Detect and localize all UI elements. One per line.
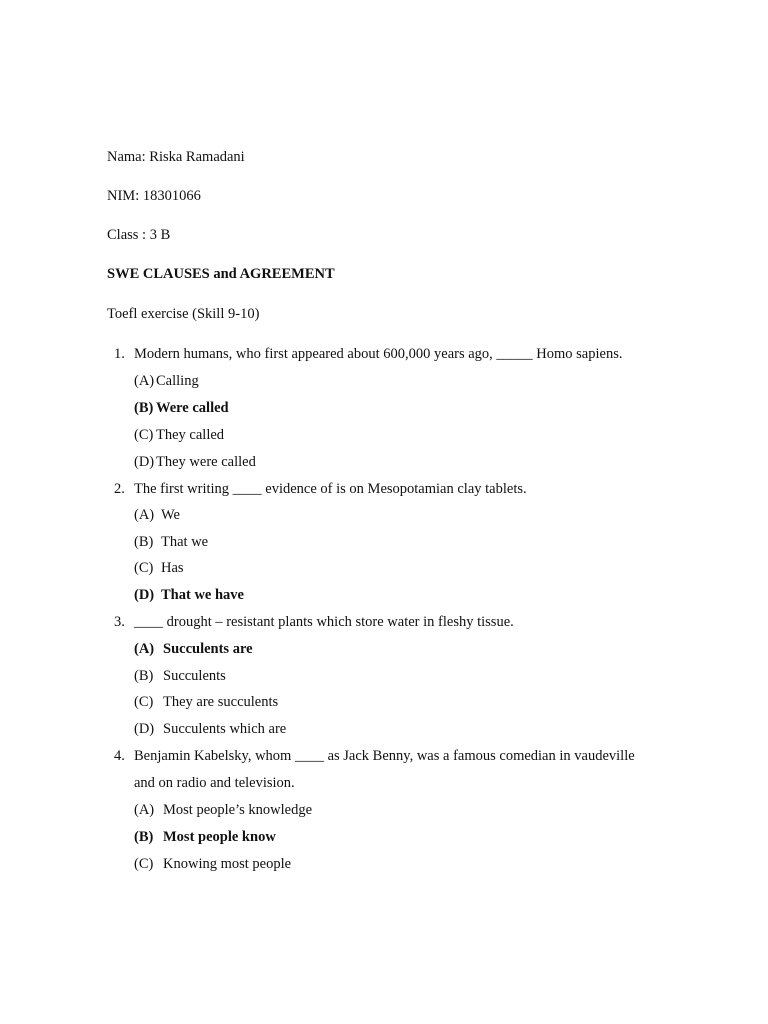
question-number: 3. [114, 614, 125, 630]
option-text: Were called [156, 400, 229, 416]
option-text: Succulents are [163, 641, 253, 657]
option-text: Most people know [163, 829, 276, 845]
exercise-subtitle: Toefl exercise (Skill 9-10) [107, 306, 260, 322]
answer-option [134, 535, 208, 550]
student-name: Nama: Riska Ramadani [107, 149, 245, 165]
answer-option [134, 374, 199, 389]
answer-option [134, 508, 180, 523]
question-number: 4. [114, 748, 125, 764]
option-text: Calling [156, 373, 199, 389]
answer-option [134, 428, 224, 443]
option-label: (B) [134, 400, 154, 416]
document-title: SWE CLAUSES and AGREEMENT [107, 266, 335, 282]
option-text: That we [161, 534, 209, 550]
question-text: The first writing ____ evidence of is on Mesopotamian clay tablets. [134, 481, 527, 497]
question-text: Modern humans, who first appeared about 600,000 years ago, _____ Homo sapiens. [134, 346, 623, 362]
answer-option [134, 695, 278, 710]
answer-option [134, 857, 291, 872]
question-text: Benjamin Kabelsky, whom ____ as Jack Benny, was a famous comedian in vaudeville [134, 748, 635, 764]
answer-option [134, 669, 226, 684]
answer-option-selected [134, 642, 253, 657]
option-label: (D) [134, 721, 155, 737]
option-text: Knowing most people [163, 856, 292, 872]
option-label: (B) [134, 534, 154, 550]
answer-option-selected [134, 401, 229, 416]
option-text: They called [156, 427, 225, 443]
option-label: (C) [134, 856, 154, 872]
student-nim: NIM: 18301066 [107, 188, 201, 204]
option-label: (A) [134, 373, 155, 389]
option-label: (A) [134, 641, 155, 657]
answer-option [134, 803, 312, 818]
option-text: Has [161, 560, 184, 576]
option-label: (D) [134, 454, 155, 470]
answer-option [134, 455, 256, 470]
option-text: That we have [161, 587, 244, 603]
option-text: Most people’s knowledge [163, 802, 313, 818]
question-text: ____ drought – resistant plants which store water in fleshy tissue. [134, 614, 514, 630]
option-label: (B) [134, 668, 154, 684]
option-text: Succulents which are [163, 721, 287, 737]
option-text: Succulents [163, 668, 226, 684]
option-text: We [161, 507, 180, 523]
answer-option-selected [134, 588, 244, 603]
option-text: They were called [156, 454, 256, 470]
option-label: (D) [134, 587, 155, 603]
option-text: They are succulents [163, 694, 279, 710]
option-label: (C) [134, 427, 154, 443]
answer-option [134, 561, 184, 576]
answer-option [134, 722, 286, 737]
option-label: (B) [134, 829, 154, 845]
question-text-continued: and on radio and television. [134, 775, 295, 791]
option-label: (A) [134, 802, 155, 818]
option-label: (C) [134, 694, 154, 710]
student-class: Class : 3 B [107, 227, 171, 243]
answer-option-selected [134, 830, 276, 845]
question-number: 1. [114, 346, 125, 362]
question-number: 2. [114, 481, 125, 497]
option-label: (C) [134, 560, 154, 576]
option-label: (A) [134, 507, 155, 523]
